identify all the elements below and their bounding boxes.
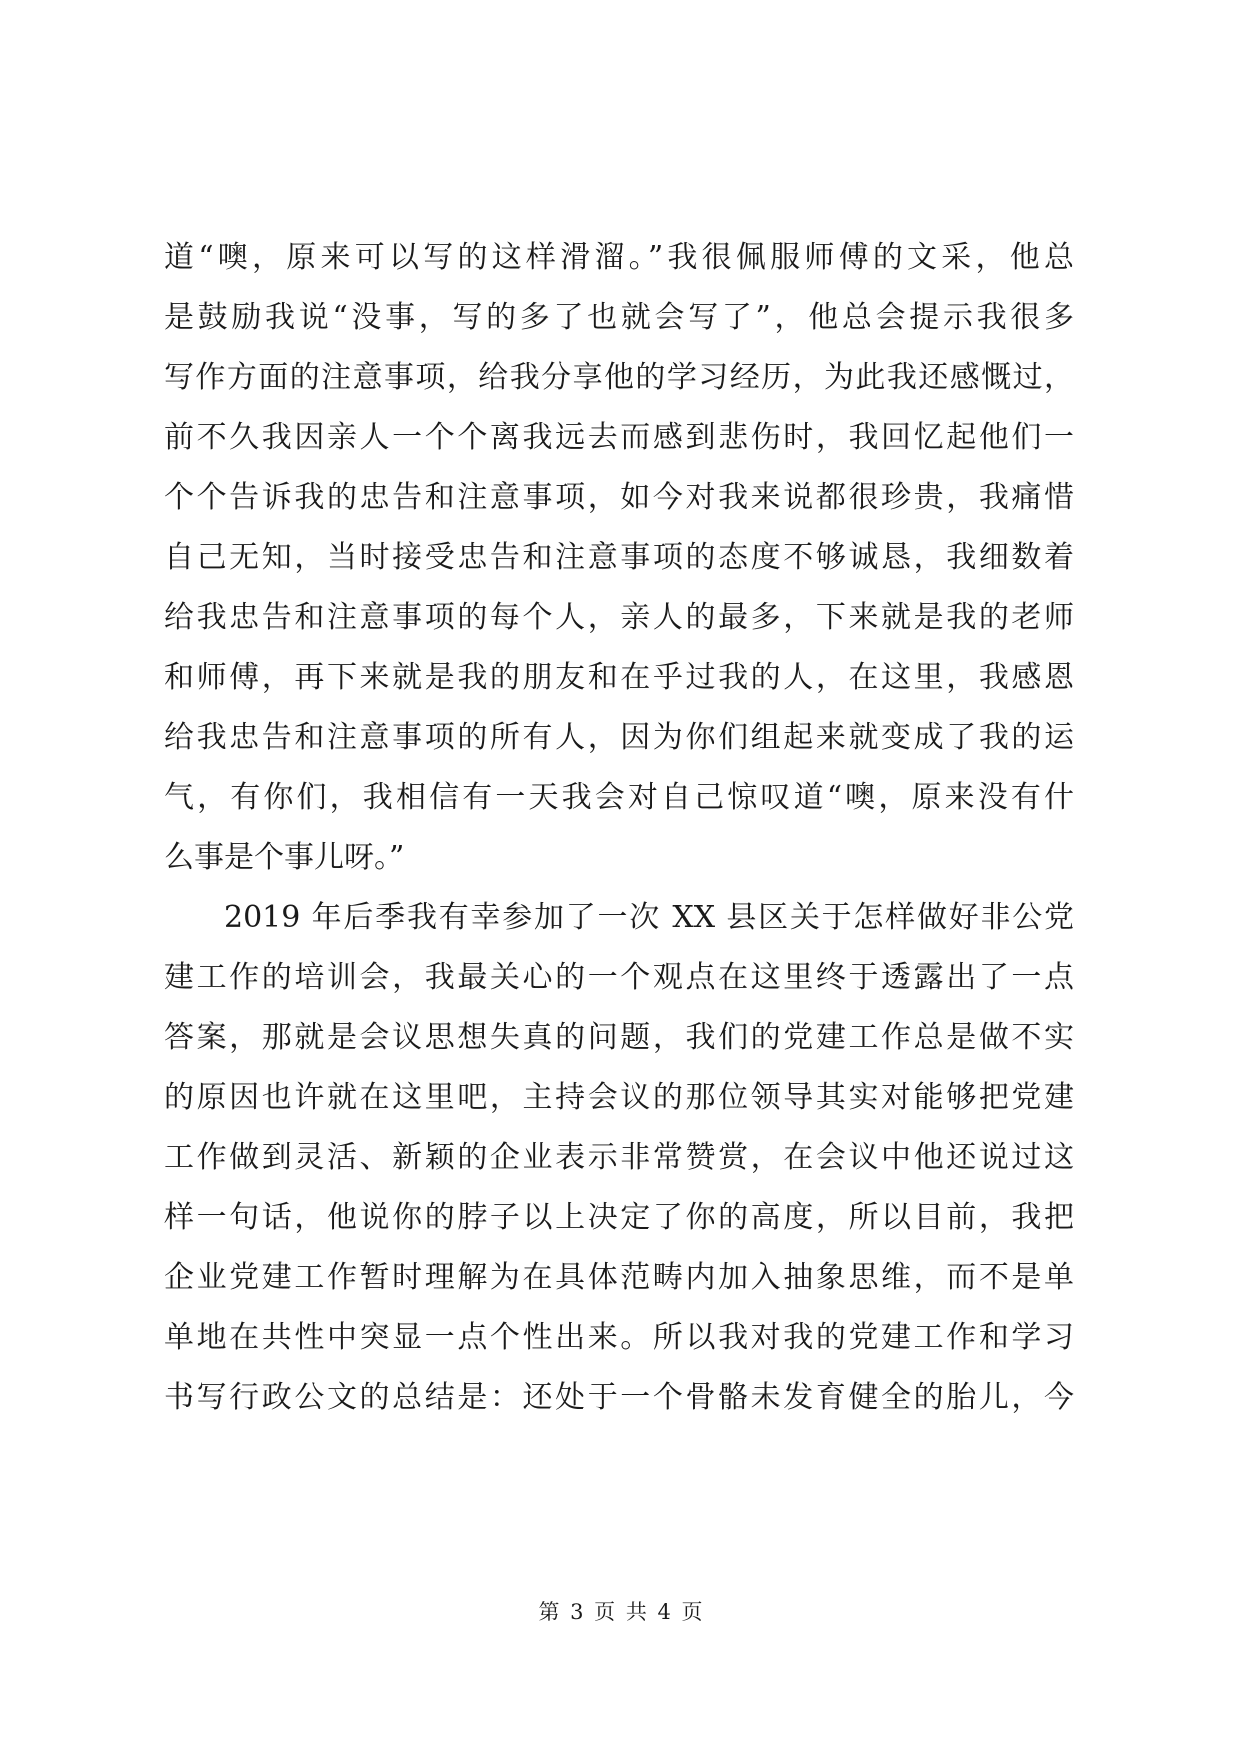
text-line: 2019 年后季我有幸参加了一次 XX 县区关于怎样做好非公党 [224,900,1074,935]
page-number-footer: 第 3 页 共 4 页 [538,1600,703,1624]
text-line: 是鼓励我说“没事，写的多了也就会写了”，他总会提示我很多 [164,300,1074,335]
text-line: 单地在共性中突显一点个性出来。所以我对我的党建工作和学习 [164,1320,1074,1355]
text-line: 写作方面的注意事项，给我分享他的学习经历，为此我还感慨过， [164,360,1074,395]
text-line: 的原因也许就在这里吧，主持会议的那位领导其实对能够把党建 [164,1080,1074,1115]
text-line: 给我忠告和注意事项的所有人，因为你们组起来就变成了我的运 [164,720,1074,755]
paragraph-1 [164,228,1074,888]
text-line: 道“噢，原来可以写的这样滑溜。”我很佩服师傅的文采，他总 [164,240,1074,275]
paragraph-2 [164,888,1074,1428]
text-line: 答案，那就是会议思想失真的问题，我们的党建工作总是做不实 [164,1020,1074,1055]
text-line: 给我忠告和注意事项的每个人，亲人的最多，下来就是我的老师 [164,600,1074,635]
body-text [164,228,1074,1428]
text-line: 和师傅，再下来就是我的朋友和在乎过我的人，在这里，我感恩 [164,660,1074,695]
text-line: 气，有你们，我相信有一天我会对自己惊叹道“噢，原来没有什 [164,780,1074,815]
text-line: 书写行政公文的总结是：还处于一个骨骼未发育健全的胎儿，今 [164,1380,1074,1415]
text-line: 样一句话，他说你的脖子以上决定了你的高度，所以目前，我把 [164,1200,1074,1235]
text-line: 个个告诉我的忠告和注意事项，如今对我来说都很珍贵，我痛惜 [164,480,1074,515]
text-line: 自己无知，当时接受忠告和注意事项的态度不够诚恳，我细数着 [164,540,1074,575]
text-line: 企业党建工作暂时理解为在具体范畴内加入抽象思维，而不是单 [164,1260,1074,1295]
text-line: 工作做到灵活、新颖的企业表示非常赞赏，在会议中他还说过这 [164,1140,1074,1175]
text-line: 建工作的培训会，我最关心的一个观点在这里终于透露出了一点 [164,960,1074,995]
text-line: 前不久我因亲人一个个离我远去而感到悲伤时，我回忆起他们一 [164,420,1074,455]
text-line: 么事是个事儿呀。” [164,840,405,875]
